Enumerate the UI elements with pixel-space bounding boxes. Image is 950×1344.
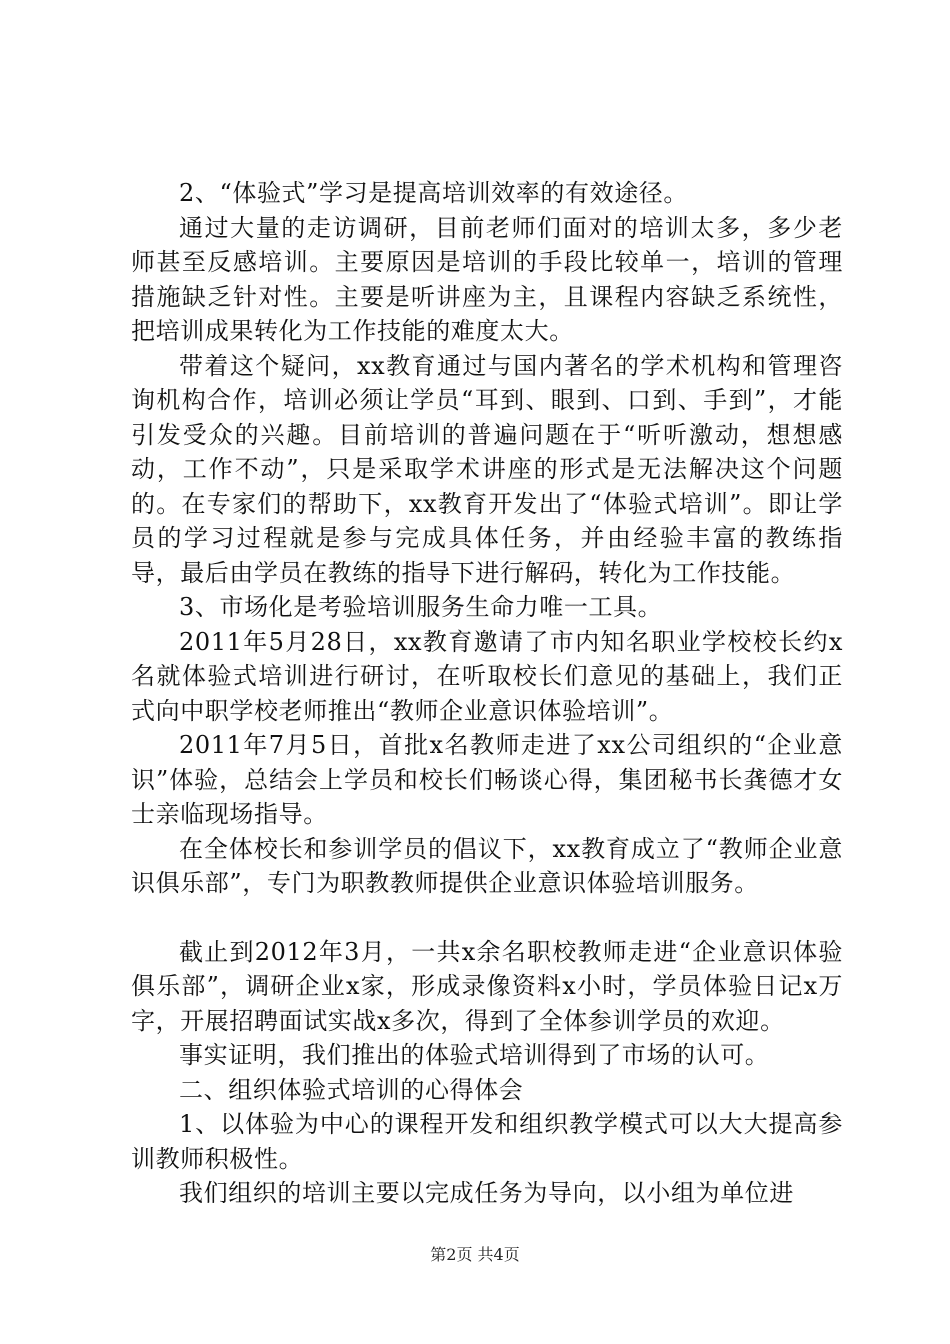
paragraph: 我们组织的培训主要以完成任务为导向，以小组为单位进 xyxy=(179,1179,794,1207)
paragraph-heading-2: 2、“体验式”学习是提高培训效率的有效途径。 xyxy=(179,179,689,207)
paragraph: 在全体校长和参训学员的倡议下，xx教育成立了“教师企业意识俱乐部”，专门为职教教师提供企业意识体验培训服务。 xyxy=(131,834,843,897)
paragraph: 2011年7月5日，首批x名教师走进了xx公司组织的“企业意识”体验，总结会上学员和校长们畅谈心得，集团秘书长龚德才女士亲临现场指导。 xyxy=(131,731,843,828)
paragraph: 带着这个疑问，xx教育通过与国内著名的学术机构和管理咨询机构合作，培训必须让学员“耳到、眼到、口到、手到”，才能引发受众的兴趣。目前培训的普遍问题在于“听听激动，想想感动，工作不动”，只是采取学术讲座的形式是无法解决这个问题的。在专家们的帮助下，xx教育开发出了“体验式培训”。即让学员的学习过程就是参与完成具体任务，并由经验丰富的教练指导，最后由学员在教练的指导下进行解码，转化为工作技能。 xyxy=(131,351,843,587)
paragraph-heading-3: 3、市场化是考验培训服务生命力唯一工具。 xyxy=(179,593,663,621)
paragraph: 事实证明，我们推出的体验式培训得到了市场的认可。 xyxy=(179,1041,770,1069)
paragraph: 通过大量的走访调研，目前老师们面对的培训太多，多少老师甚至反感培训。主要原因是培训的手段比较单一，培训的管理措施缺乏针对性。主要是听讲座为主，且课程内容缺乏系统性，把培训成果转化为工作技能的难度太大。 xyxy=(131,213,843,345)
section-heading: 二、组织体验式培训的心得体会 xyxy=(179,1075,524,1104)
paragraph: 2011年5月28日，xx教育邀请了市内知名职业学校校长约x名就体验式培训进行研讨，在听取校长们意见的基础上，我们正式向中职学校老师推出“教师企业意识体验培训”。 xyxy=(131,627,843,725)
paragraph: 截止到2012年3月，一共x余名职校教师走进“企业意识体验俱乐部”，调研企业x家，形成录像资料x小时，学员体验日记x万字，开展招聘面试实战x多次，得到了全体参训学员的欢迎。 xyxy=(131,937,843,1035)
page-number-footer: 第2页 共4页 xyxy=(430,1245,520,1264)
paragraph-heading-1: 1、以体验为中心的课程开发和组织教学模式可以大大提高参训教师积极性。 xyxy=(131,1110,843,1173)
document-body xyxy=(131,176,843,1211)
